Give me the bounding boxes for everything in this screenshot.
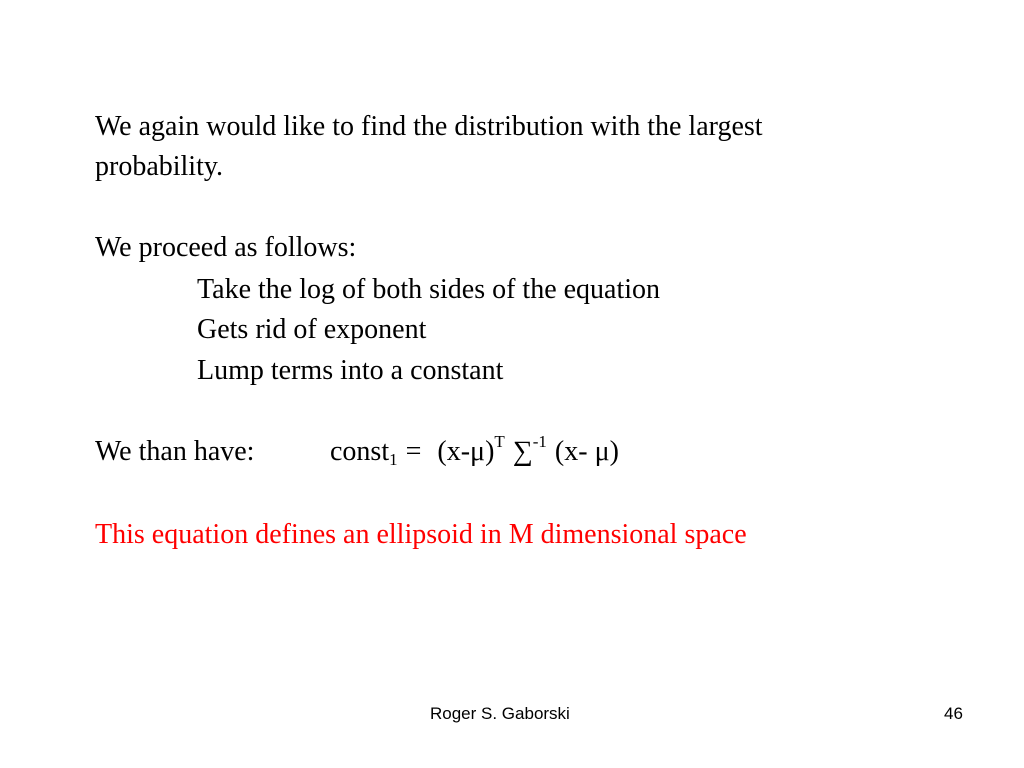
equation-lhs bbox=[330, 432, 398, 472]
intro-line-1: We again would like to find the distribution with the largest bbox=[95, 111, 763, 142]
proceed-heading: We proceed as follows: bbox=[95, 232, 357, 263]
highlight-statement: This equation defines an ellipsoid in M dimensional space bbox=[95, 519, 747, 550]
equation-term-1: (x-μ) bbox=[437, 436, 495, 467]
equation-line bbox=[95, 432, 619, 472]
footer-author: Roger S. Gaborski bbox=[430, 704, 570, 723]
equation-const-subscript: 1 bbox=[389, 450, 398, 469]
step-item: Gets rid of exponent bbox=[197, 314, 427, 345]
equation-label: We than have: bbox=[95, 436, 255, 467]
equation-inverse-superscript: -1 bbox=[532, 432, 547, 451]
intro-line-2: probability. bbox=[95, 151, 224, 182]
equation-equals: = bbox=[405, 436, 422, 467]
step-item: Take the log of both sides of the equation bbox=[197, 274, 661, 305]
step-item: Lump terms into a constant bbox=[197, 355, 504, 386]
page-number: 46 bbox=[944, 704, 963, 723]
equation-const: const bbox=[330, 436, 390, 467]
equation-transpose-superscript: T bbox=[494, 432, 505, 451]
equation-term-2: (x- μ) bbox=[554, 436, 619, 467]
equation-sigma: ∑ bbox=[512, 436, 533, 467]
